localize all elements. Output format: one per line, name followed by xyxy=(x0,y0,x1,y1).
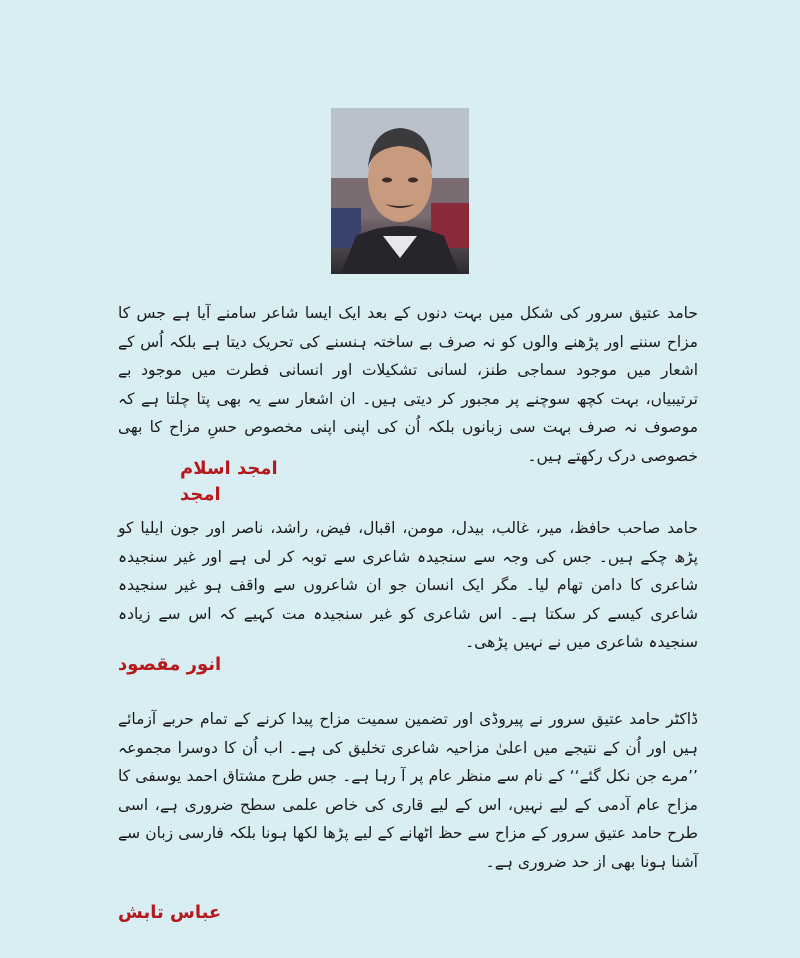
quote-author: عباس تابش xyxy=(118,902,222,923)
quote-paragraph xyxy=(118,705,698,876)
quote-text: ڈاکٹر حامد عتیق سرور نے پیروڈی اور تضمین سمیت مزاح پیدا کرنے کے تمام حربے آزمائے ہیں اور اُن کے نتیجے میں اعلیٰ مزاحیہ شاعری تخلیق کی ہے۔ اب اُن کا دوسرا مجموعہ ’’مرے جن نکل گئے‘‘ کے نام سے منظر عام پر آ رہا ہے۔ جس طرح مشتاق احمد یوسفی کا مزاح عام آدمی کے لیے نہیں، اس کے لیے قاری کی خاص علمی سطح ضروری ہے، اسی طرح حامد عتیق سرور کے مزاح سے حظ اٹھانے کے لیے پڑھا لکھا ہونا بلکہ فارسی زبان سے آشنا ہونا بھی از حد ضروری ہے۔ xyxy=(118,710,698,871)
quote-paragraph xyxy=(118,514,698,657)
quote-author: امجد اسلام امجد xyxy=(180,458,278,505)
quote-author: انور مقصود xyxy=(118,654,222,675)
author-photo xyxy=(331,108,469,274)
quote-text: حامد صاحب حافظ، میر، غالب، بیدل، مومن، اقبال، فیض، راشد، ناصر اور جون ایلیا کو پڑھ چکے ہیں۔ جس کی وجہ سے سنجیدہ شاعری سے توبہ کر لی ہے اور غیر سنجیدہ شاعری کا دامن تھام لیا۔ مگر ایک انسان جو ان شاعروں سے واقف ہو غیر سنجیدہ شاعری کیسے کر سکتا ہے۔ اس شاعری کو غیر سنجیدہ مت کہیے کہ اس سے زیادہ سنجیدہ شاعری میں نے نہیں پڑھی۔ xyxy=(118,519,698,651)
quote-text: حامد عتیق سرور کی شکل میں بہت دنوں کے بعد ایک ایسا شاعر سامنے آیا ہے جس کا مزاح سننے اور پڑھنے والوں کو نہ صرف بے ساختہ ہنسنے کی تحریک دیتا ہے بلکہ اُس کے اشعار میں موجود سماجی طنز، لسانی تشکیلات اور انسانی فطرت میں موجود بے ترتیبیاں، بہت کچھ سوچنے پر مجبور کر دیتی ہیں۔ ان اشعار سے یہ بھی پتا چلتا ہے کہ موصوف نہ صرف بہت سی زبانوں بلکہ اُن کی اپنی اپنی مخصوص حسِ مزاح کا بھی خصوصی درک رکھتے ہیں۔ xyxy=(118,304,698,465)
portrait-illustration xyxy=(331,108,469,274)
quote-paragraph xyxy=(118,299,698,470)
